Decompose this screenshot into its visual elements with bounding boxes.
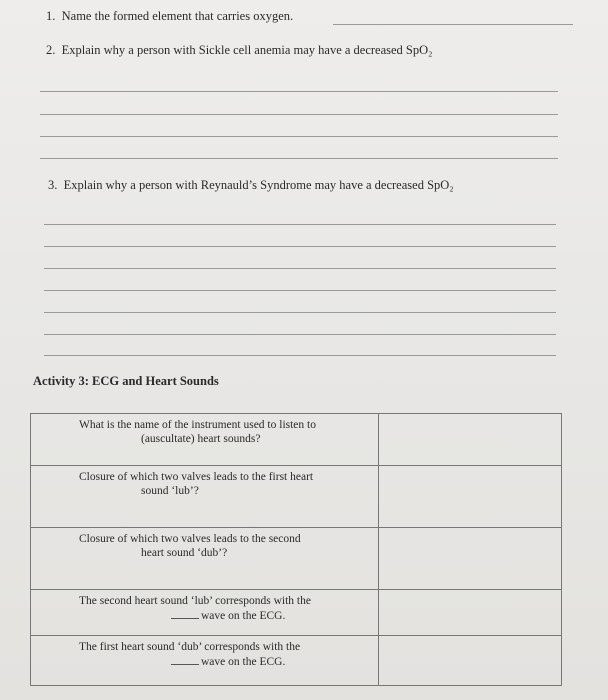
question-cell xyxy=(31,590,379,636)
table-row xyxy=(31,636,562,686)
table-row xyxy=(31,528,562,590)
question-line-1: What is the name of the instrument used to listen to xyxy=(79,419,316,431)
question-3-text: Explain why a person with Reynauld’s Syndrome may have a decreased SpO₂ xyxy=(63,178,454,192)
question-line-2: sound ‘lub’? xyxy=(141,485,199,497)
table-row xyxy=(31,466,562,528)
question-2-text: Explain why a person with Sickle cell anemia may have a decreased SpO₂ xyxy=(61,43,433,57)
answer-line-q2-1[interactable] xyxy=(40,91,558,92)
answer-line-q2-3[interactable] xyxy=(40,136,558,137)
answer-line-q3-1[interactable] xyxy=(44,224,556,225)
question-line-2-text: wave on the ECG. xyxy=(201,610,286,622)
activity-table xyxy=(30,413,562,686)
question-cell xyxy=(31,414,379,466)
question-line-2-text: wave on the ECG. xyxy=(201,656,286,668)
question-1-text: Name the formed element that carries oxygen. xyxy=(61,9,294,23)
question-1 xyxy=(46,9,293,24)
question-line-2: heart sound ‘dub’? xyxy=(141,547,228,559)
fill-blank[interactable] xyxy=(171,654,199,665)
question-line-1: The first heart sound ‘dub’ corresponds with the xyxy=(79,641,301,653)
table-row xyxy=(31,414,562,466)
question-line-1: Closure of which two valves leads to the first heart xyxy=(79,471,314,483)
question-3 xyxy=(48,178,454,193)
fill-blank[interactable] xyxy=(171,608,199,619)
answer-cell[interactable] xyxy=(379,528,562,590)
question-cell xyxy=(31,528,379,590)
question-1-number: 1. xyxy=(46,9,56,23)
question-line-1: The second heart sound ‘lub’ corresponds with the xyxy=(79,595,311,607)
question-line-2 xyxy=(79,608,372,623)
answer-cell[interactable] xyxy=(379,414,562,466)
answer-line-q3-7[interactable] xyxy=(44,355,556,356)
question-2-number: 2. xyxy=(46,43,56,57)
answer-cell[interactable] xyxy=(379,590,562,636)
question-line-2: (auscultate) heart sounds? xyxy=(141,433,261,445)
question-3-number: 3. xyxy=(48,178,58,192)
answer-line-q3-6[interactable] xyxy=(44,334,556,335)
answer-line-q3-2[interactable] xyxy=(44,246,556,247)
answer-cell[interactable] xyxy=(379,466,562,528)
question-line-1: Closure of which two valves leads to the second xyxy=(79,533,301,545)
table-row xyxy=(31,590,562,636)
answer-line-q3-4[interactable] xyxy=(44,290,556,291)
activity-heading: Activity 3: ECG and Heart Sounds xyxy=(33,374,219,388)
question-2 xyxy=(46,43,433,58)
answer-line-q1[interactable] xyxy=(333,24,573,25)
answer-line-q3-5[interactable] xyxy=(44,312,556,313)
answer-line-q3-3[interactable] xyxy=(44,268,556,269)
answer-cell[interactable] xyxy=(379,636,562,686)
question-cell xyxy=(31,636,379,686)
answer-line-q2-2[interactable] xyxy=(40,114,558,115)
question-line-2 xyxy=(79,654,372,669)
question-cell xyxy=(31,466,379,528)
answer-line-q2-4[interactable] xyxy=(40,158,558,159)
